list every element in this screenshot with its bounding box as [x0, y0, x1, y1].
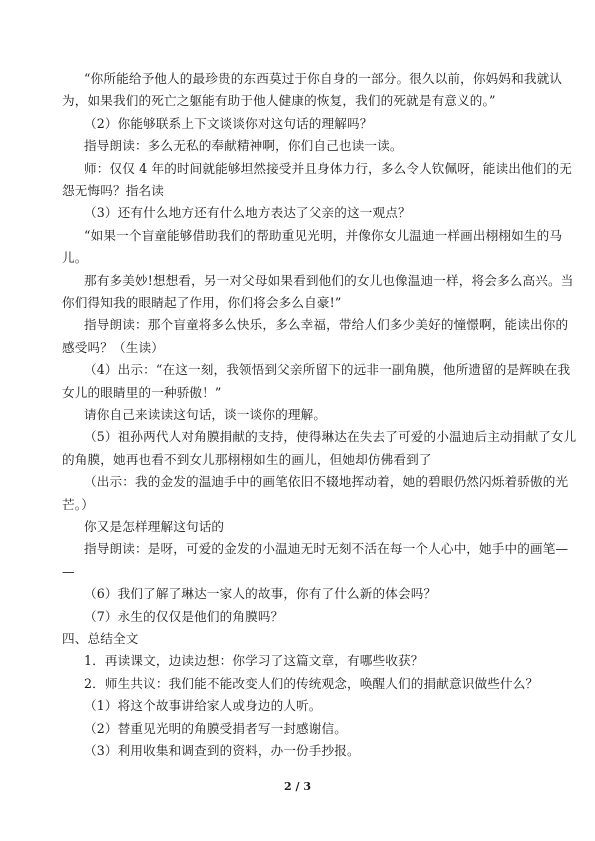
text-line: 师：仅仅 4 年的时间就能够坦然接受并且身体力行，多么令人钦佩呀，能读出他们的无 [84, 160, 572, 176]
activity-item: （1）将这个故事讲给家人或身边的人听。 [84, 698, 322, 714]
text-line: 那有多美妙!想想看，另一对父母如果看到他们的女儿也像温迪一样，将会多么高兴。当 [84, 272, 574, 288]
text-line: 芒。） [62, 496, 94, 512]
page-number: 2 / 3 [284, 780, 311, 793]
text-line: — [62, 563, 75, 579]
text-line: （3）还有什么地方还有什么地方表达了父亲的这一观点？ [84, 205, 411, 221]
summary-item: 1．再读课文，边读边想：你学习了这篇文章，有哪些收获？ [84, 653, 424, 669]
text-line: （4）出示：“在这一刻，我领悟到父亲所留下的远非一副角膜，他所遗留的是辉映在我 [84, 362, 571, 378]
text-line: 你又是怎样理解这句话的 [84, 519, 225, 534]
text-line: （2）你能够联系上下文谈谈你对这句话的理解吗？ [84, 115, 373, 131]
text-line: “你所能给予他人的最珍贵的东西莫过于你自身的一部分。很久以前，你妈妈和我就认 [84, 71, 563, 86]
text-line: 为，如果我们的死亡之躯能有助于他人健康的恢复，我们的死就是有意义的。” [62, 93, 496, 109]
activity-item: （3）利用收集和调查到的资料，办一份手抄报。 [84, 743, 360, 758]
section-heading: 四、总结全文 [62, 631, 139, 646]
text-line: （6）我们了解了琳达一家人的故事，你有了什么新的体会吗？ [84, 586, 437, 602]
text-line: （7）永生的仅仅是他们的角膜吗？ [84, 608, 284, 624]
text-line: 你们得知我的眼睛起了作用，你们将会多么自豪!” [62, 295, 342, 310]
text-line: 指导朗读：那个盲童将多么快乐，多么幸福，带给人们多少美好的憧憬啊，能读出你的 [84, 317, 569, 333]
text-line: 儿。 [62, 250, 88, 266]
summary-item: 2．师生共议：我们能不能改变人们的传统观念，唤醒人们的捐献意识做些什么？ [84, 675, 539, 691]
text-line: “如果一个盲童能够借助我们的帮助重见光明，并像你女儿温迪一样画出栩栩如生的马 [84, 227, 563, 243]
text-line: 女儿的眼睛里的一种骄傲！” [62, 384, 222, 400]
text-line: 的角膜，她再也看不到女儿那栩栩如生的画儿，但她却仿佛看到了 [62, 451, 432, 467]
text-line: 怨无悔吗？指名读 [62, 183, 164, 198]
text-line: 指导朗读：多么无私的奉献精神啊，你们自己也读一读。 [84, 138, 403, 154]
text-line: （出示：我的金发的温迪手中的画笔依旧不辍地挥动着，她的碧眼仍然闪烁着骄傲的光 [84, 474, 569, 490]
activity-item: （2）替重见光明的角膜受捐者写一封感谢信。 [84, 720, 348, 736]
text-line: 感受吗？（生读） [62, 339, 164, 355]
text-line: （5）祖孙两代人对角膜捐献的支持，使得琳达在失去了可爱的小温迪后主动捐献了女儿 [84, 429, 577, 445]
text-line: 请你自己来读读这句话，谈一谈你的理解。 [84, 407, 327, 422]
text-line: 指导朗读：是呀，可爱的金发的小温迪无时无刻不活在每一个人心中，她手中的画笔— [84, 541, 569, 557]
